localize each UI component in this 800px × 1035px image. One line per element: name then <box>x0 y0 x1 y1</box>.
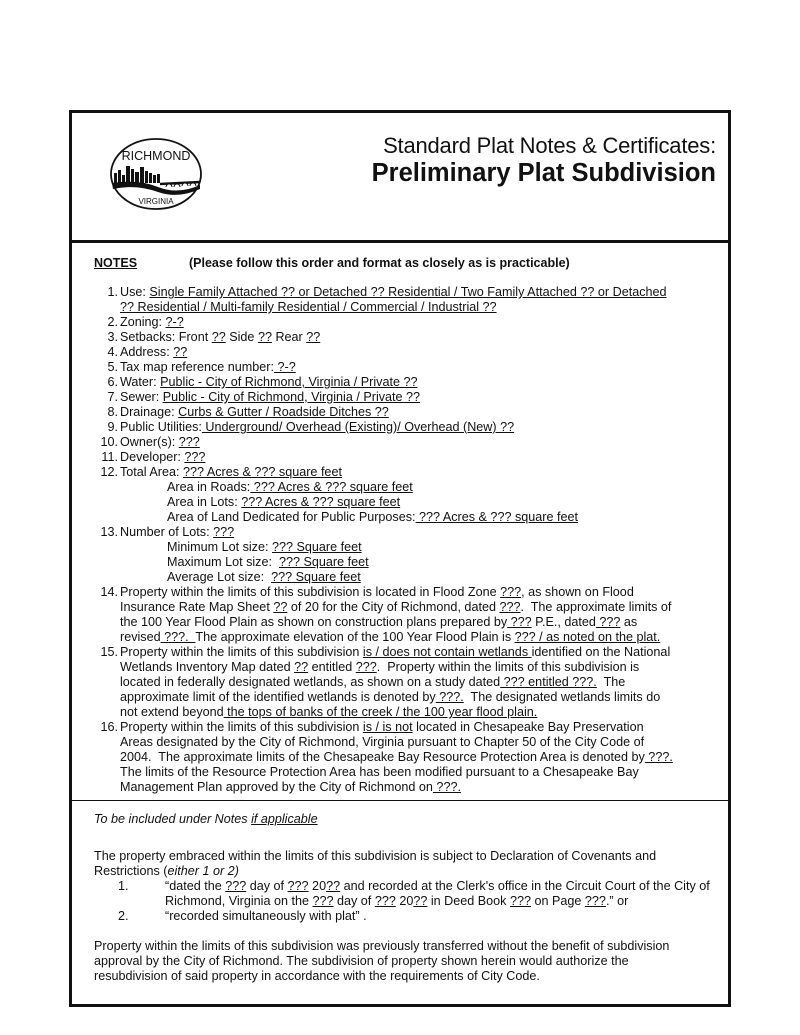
note-line <box>120 375 719 390</box>
fill-in-field: ??? <box>584 894 606 908</box>
note-text: day of <box>333 894 375 908</box>
form-header <box>72 113 728 243</box>
note-line <box>120 300 719 315</box>
note-text: .” or <box>605 894 629 908</box>
fill-in-field: Single Family Attached ?? or Detached ?? Residential / Two Family Attached ?? or Detached <box>149 285 667 299</box>
note-line <box>120 735 719 750</box>
note-text: not extend beyond <box>120 705 224 719</box>
covenant-option <box>94 879 719 909</box>
note-text: on Page <box>531 894 585 908</box>
note-text: Property within the limits of this subdivision is located in Flood Zone <box>120 585 501 599</box>
note-item <box>94 720 719 795</box>
fill-in-field: ???. <box>435 690 464 704</box>
note-number: 13. <box>100 525 118 539</box>
notes-label: NOTES <box>94 256 138 270</box>
note-text: Setbacks: Front <box>120 330 212 344</box>
note-text: Area of Land Dedicated for Public Purposes: <box>167 510 416 524</box>
note-text: approximate limit of the identified wetlands is denoted by <box>120 690 436 704</box>
note-text: Tax map reference number: <box>120 360 274 374</box>
fill-in-field: ??? Acres & ??? square feet <box>241 495 401 509</box>
note-text: Average Lot size: <box>167 570 272 584</box>
fill-in-field: ??? <box>509 894 531 908</box>
fill-in-field: ?? <box>413 894 428 908</box>
note-text: 20 <box>395 894 414 908</box>
fill-in-field: the tops of banks of the creek / the 100 year flood plain. <box>223 705 538 719</box>
fill-in-field: ??? <box>374 894 396 908</box>
note-line <box>120 765 719 780</box>
note-line <box>120 780 719 795</box>
note-item <box>94 360 719 375</box>
note-line <box>120 360 719 375</box>
note-text: Address: <box>120 345 174 359</box>
plat-notes-form <box>69 110 731 1007</box>
fill-in-field: ??? entitled ???. <box>500 675 597 689</box>
note-text: Side <box>225 330 258 344</box>
document-subtitle: Preliminary Plat Subdivision <box>371 159 716 187</box>
notes-heading <box>94 256 570 270</box>
note-number: 15. <box>100 645 118 659</box>
fill-in-field: ??? <box>507 615 532 629</box>
note-line <box>120 585 719 600</box>
note-line <box>120 465 719 480</box>
note-text: Owner(s): <box>120 435 179 449</box>
covenant-options-list <box>94 879 719 924</box>
note-text: Property within the limits of this subdivision <box>120 645 363 659</box>
note-item <box>94 315 719 330</box>
note-text: Wetlands Inventory Map dated <box>120 660 295 674</box>
note-text: “recorded simultaneously with plat” . <box>165 909 367 923</box>
fill-in-field: Curbs & Gutter / Roadside Ditches ?? <box>178 405 389 419</box>
fill-in-field: ?-? <box>274 360 296 374</box>
richmond-virginia-logo-icon <box>108 137 204 211</box>
covenants-paragraph: The property embraced within the limits of this subdivision is subject to Declaration of Covenants and Restrictions (either 1 or 2) <box>94 849 657 878</box>
note-line <box>120 675 719 690</box>
fill-in-field: ???. <box>644 750 673 764</box>
note-subline <box>94 540 719 555</box>
note-text: 2004. The approximate limits of the Chesapeake Bay Resource Protection Area is denoted by <box>120 750 645 764</box>
note-text: Total Area: <box>120 465 184 479</box>
option-number: 1. <box>118 879 129 893</box>
fill-in-field: ??? <box>213 525 235 539</box>
note-number: 8. <box>107 405 118 419</box>
fill-in-field: ??? / as noted on the plat. <box>514 630 661 644</box>
note-line <box>120 660 719 675</box>
note-text: P.E., dated <box>531 615 596 629</box>
notes-instruction: (Please follow this order and format as closely as is practicable) <box>189 256 570 270</box>
note-text: entitled <box>308 660 356 674</box>
note-text: revised <box>120 630 161 644</box>
note-line <box>120 750 719 765</box>
note-number: 1. <box>107 285 118 299</box>
note-line <box>120 645 719 660</box>
note-subline <box>94 555 719 570</box>
applicable-heading: To be included under Notes if applicable <box>94 812 318 826</box>
note-subline <box>94 495 719 510</box>
note-number: 9. <box>107 420 118 434</box>
fill-in-field: Public - City of Richmond, Virginia / Private ?? <box>160 375 418 389</box>
note-text: Property within the limits of this subdivision <box>120 720 363 734</box>
note-text: . The approximate limits of <box>520 600 672 614</box>
note-text: day of <box>246 879 288 893</box>
note-line <box>120 450 719 465</box>
notes-list <box>94 285 719 795</box>
note-line <box>120 420 719 435</box>
note-number: 14. <box>100 585 118 599</box>
svg-text:RICHMOND: RICHMOND <box>121 149 191 163</box>
note-number: 12. <box>100 465 118 479</box>
note-text: Maximum Lot size: <box>167 555 279 569</box>
fill-in-field: ?? <box>294 660 309 674</box>
note-text: in Deed Book <box>427 894 510 908</box>
fill-in-field: ?? <box>211 330 226 344</box>
notes-section <box>72 243 728 801</box>
note-text: Use: <box>120 285 150 299</box>
fill-in-field: ??? <box>287 879 309 893</box>
fill-in-field: ???. <box>160 630 196 644</box>
note-line <box>120 435 719 450</box>
note-item <box>94 525 719 585</box>
note-text: Areas designated by the City of Richmond, Virginia pursuant to Chapter 50 of the City Code of <box>120 735 645 749</box>
fill-in-field: ??? <box>312 894 334 908</box>
fill-in-field: ??? <box>355 660 377 674</box>
note-number: 7. <box>107 390 118 404</box>
note-item <box>94 435 719 450</box>
fill-in-field: ??? Square feet <box>278 555 369 569</box>
note-line <box>120 315 719 330</box>
fill-in-field: ?? <box>306 330 321 344</box>
note-line <box>120 285 719 300</box>
fill-in-field: ??? <box>499 600 521 614</box>
note-number: 6. <box>107 375 118 389</box>
note-item <box>94 390 719 405</box>
fill-in-field: ??? <box>184 450 206 464</box>
covenant-option <box>94 909 719 924</box>
note-text: . Property within the limits of this subdivision is <box>376 660 640 674</box>
note-text: Public Utilities: <box>120 420 202 434</box>
fill-in-field: is / does not contain wetlands <box>362 645 532 659</box>
note-text: Sewer: <box>120 390 163 404</box>
fill-in-field: ??? Square feet <box>271 570 361 584</box>
note-text: “dated the <box>165 879 226 893</box>
note-line <box>120 405 719 420</box>
note-text: Water: <box>120 375 161 389</box>
option-line <box>165 894 719 909</box>
note-text: , as shown on Flood <box>521 585 634 599</box>
note-item <box>94 585 719 645</box>
fill-in-field: ?? <box>257 330 272 344</box>
fill-in-field: Public - City of Richmond, Virginia / Private ?? <box>162 390 421 404</box>
note-line <box>120 525 719 540</box>
document-title: Standard Plat Notes & Certificates: <box>383 133 716 158</box>
note-line <box>120 600 719 615</box>
note-number: 5. <box>107 360 118 374</box>
note-line <box>120 345 719 360</box>
note-line <box>120 690 719 705</box>
note-item <box>94 375 719 390</box>
fill-in-field: ??? Square feet <box>271 540 362 554</box>
fill-in-field: is / is not <box>362 720 413 734</box>
note-item <box>94 330 719 345</box>
fill-in-field: ??? <box>225 879 247 893</box>
fill-in-field: ??? Acres & ??? square feet <box>415 510 578 524</box>
fill-in-field: ??? <box>595 615 621 629</box>
note-line <box>120 615 719 630</box>
note-text: Insurance Rate Map Sheet <box>120 600 274 614</box>
note-number: 11. <box>101 450 118 464</box>
note-item <box>94 465 719 525</box>
note-text: identified on the National <box>531 645 671 659</box>
note-item <box>94 405 719 420</box>
note-text: The limits of the Resource Protection Area has been modified pursuant to a Chesapeake Bay <box>120 765 639 779</box>
fill-in-field: Underground/ Overhead (Existing)/ Overhead (New) ?? <box>201 420 515 434</box>
note-text: The designated wetlands limits do <box>463 690 661 704</box>
note-text: The approximate elevation of the 100 Year Flood Plain is <box>195 630 515 644</box>
note-text: Number of Lots: <box>120 525 214 539</box>
note-line <box>120 630 719 645</box>
note-text: Area in Lots: <box>167 495 242 509</box>
note-item <box>94 645 719 720</box>
svg-text:VIRGINIA: VIRGINIA <box>138 197 174 206</box>
note-text: and recorded at the Clerk's office in the Circuit Court of the City of <box>340 879 710 893</box>
note-text: as <box>620 615 638 629</box>
note-text: The <box>596 675 626 689</box>
note-number: 2. <box>107 315 118 329</box>
note-item <box>94 345 719 360</box>
fill-in-field: ??? <box>500 585 522 599</box>
note-subline <box>94 510 719 525</box>
fill-in-field: ??? <box>178 435 200 449</box>
note-text: Rear <box>271 330 307 344</box>
fill-in-field: ?? <box>326 879 341 893</box>
note-text: located in Chesapeake Bay Preservation <box>412 720 644 734</box>
note-text: Zoning: <box>120 315 166 329</box>
note-line <box>120 720 719 735</box>
note-number: 4. <box>107 345 118 359</box>
note-text: Minimum Lot size: <box>167 540 272 554</box>
note-line <box>120 390 719 405</box>
fill-in-field: ?? <box>173 345 188 359</box>
note-number: 16. <box>100 720 118 734</box>
fill-in-field: ???. <box>432 780 461 794</box>
note-item <box>94 285 719 315</box>
note-text: Management Plan approved by the City of Richmond on <box>120 780 433 794</box>
note-text: Area in Roads: <box>167 480 251 494</box>
note-subline <box>94 570 719 585</box>
option-line <box>165 909 719 924</box>
option-number: 2. <box>118 909 129 923</box>
fill-in-field: ??? Acres & ??? square feet <box>250 480 413 494</box>
note-number: 10. <box>100 435 118 449</box>
note-text: the 100 Year Flood Plain as shown on construction plans prepared by <box>120 615 508 629</box>
note-text: Developer: <box>120 450 185 464</box>
fill-in-field: ?-? <box>165 315 184 329</box>
fill-in-field: ?? Residential / Multi-family Residential / Commercial / Industrial ?? <box>120 300 497 314</box>
note-text: Richmond, Virginia on the <box>165 894 313 908</box>
fill-in-field: ?? <box>273 600 288 614</box>
fill-in-field: ??? Acres & ??? square feet <box>183 465 342 479</box>
option-line <box>165 879 719 894</box>
note-text: located in federally designated wetlands, as shown on a study dated <box>120 675 501 689</box>
note-item <box>94 450 719 465</box>
note-text: Drainage: <box>120 405 179 419</box>
note-text: of 20 for the City of Richmond, dated <box>287 600 500 614</box>
note-number: 3. <box>107 330 118 344</box>
note-subline <box>94 480 719 495</box>
note-text: 20 <box>308 879 327 893</box>
note-line <box>120 330 719 345</box>
note-line <box>120 705 719 720</box>
note-item <box>94 420 719 435</box>
transfer-paragraph: Property within the limits of this subdivision was previously transferred without the benefit of subdivision approval by the City of Richmond. The subdivision of property shown herein would authorize the resubdivision of said property in accordance with the requirements of City Code. <box>94 939 670 983</box>
